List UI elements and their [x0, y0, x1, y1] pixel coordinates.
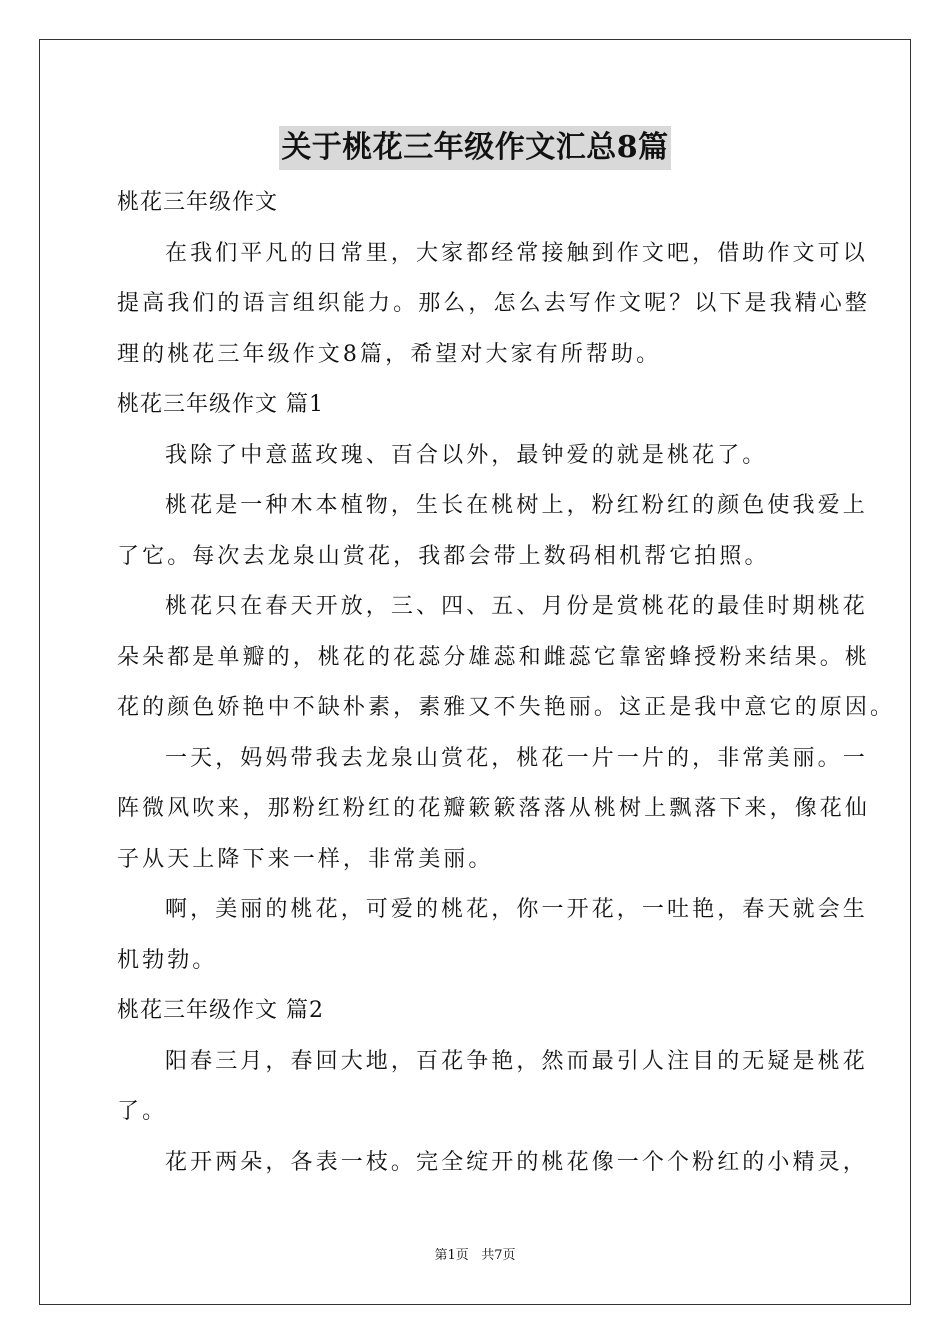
paragraph-line: 阵微风吹来，那粉红粉红的花瓣簌簌落落从桃树上飘落下来，像花仙 — [117, 796, 871, 821]
paragraph-line: 桃花只在春天开放，三、四、五、月份是赏桃花的最佳时期桃花 — [165, 594, 868, 619]
title-container — [0, 126, 950, 170]
paragraph-line: 提高我们的语言组织能力。那么，怎么去写作文呢？以下是我精心整 — [117, 291, 871, 316]
section-heading: 桃花三年级作文 — [117, 190, 279, 215]
paragraph-line: 子从天上降下来一样，非常美丽。 — [117, 846, 494, 872]
paragraph-line: 桃花是一种木本植物，生长在桃树上，粉红粉红的颜色使我爱上 — [165, 493, 868, 518]
paragraph-line: 啊，美丽的桃花，可爱的桃花，你一开花，一吐艳，春天就会生 — [165, 897, 868, 922]
paragraph-line: 朵朵都是单瓣的，桃花的花蕊分雄蕊和雌蕊它靠密蜂授粉来结果。桃 — [117, 644, 871, 670]
section-heading: 桃花三年级作文 篇2 — [117, 998, 324, 1023]
section-heading: 桃花三年级作文 篇1 — [117, 392, 324, 417]
page-number: 第1页 — [434, 1248, 469, 1263]
paragraph-line: 阳春三月，春回大地，百花争艳，然而最引人注目的无疑是桃花 — [165, 1048, 868, 1074]
document-title: 关于桃花三年级作文汇总8篇 — [279, 126, 670, 170]
paragraph-line: 了它。每次去龙泉山赏花，我都会带上数码相机帮它拍照。 — [117, 543, 770, 569]
document-body — [117, 178, 896, 1188]
paragraph-line: 机勃勃。 — [117, 947, 218, 973]
page-footer — [0, 1246, 950, 1266]
page-total: 共7页 — [481, 1248, 516, 1263]
paragraph-line: 我除了中意蓝玫瑰、百合以外，最钟爱的就是桃花了。 — [165, 442, 768, 468]
paragraph-line: 理的桃花三年级作文8篇，希望对大家有所帮助。 — [117, 341, 662, 367]
paragraph-line: 了。 — [117, 1099, 168, 1124]
paragraph-line: 花的颜色娇艳中不缺朴素，素雅又不失艳丽。这正是我中意它的原因。 — [117, 695, 896, 720]
paragraph-line: 花开两朵，各表一枝。完全绽开的桃花像一个个粉红的小精灵， — [165, 1149, 868, 1175]
paragraph-line: 在我们平凡的日常里，大家都经常接触到作文吧，借助作文可以 — [165, 240, 868, 266]
paragraph-line: 一天，妈妈带我去龙泉山赏花，桃花一片一片的，非常美丽。一 — [165, 745, 868, 771]
